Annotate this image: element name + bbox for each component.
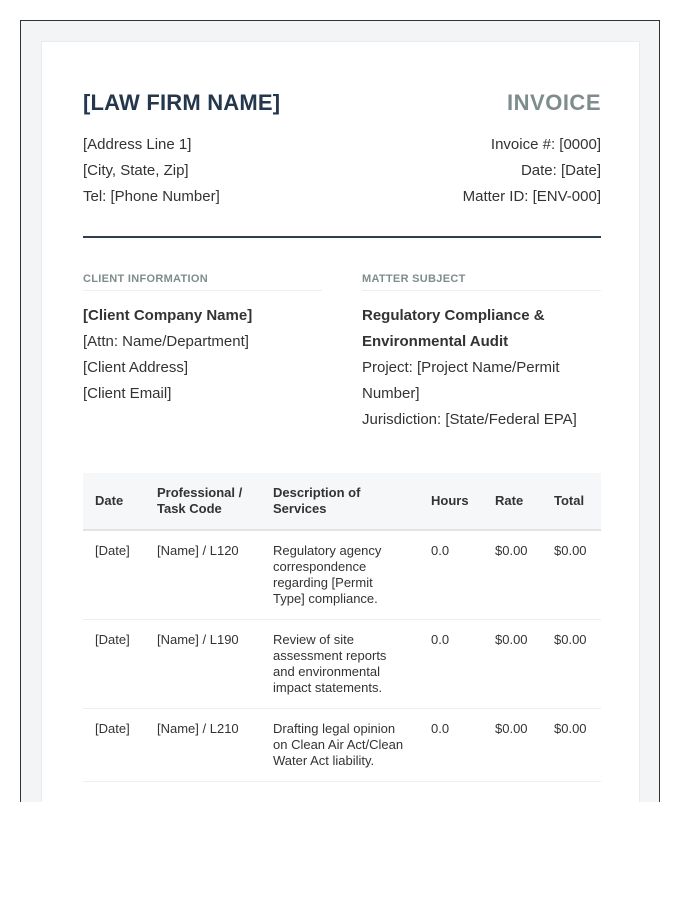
info-section: [83, 272, 601, 433]
matter-subject-title: Regulatory Compliance & Environmental Audit: [362, 307, 545, 350]
cell-rate: $0.00: [483, 530, 542, 620]
invoice-header: [83, 89, 601, 117]
table-header-row: [83, 473, 601, 530]
cell-total: $0.00: [542, 530, 601, 620]
header-date: Date: [83, 473, 145, 530]
header-description: Description of Services: [261, 473, 419, 530]
cell-hours: 0.0: [419, 530, 483, 620]
invoice-title: INVOICE: [507, 90, 601, 115]
client-info-label: CLIENT INFORMATION: [83, 272, 322, 291]
invoice-page: [41, 41, 640, 802]
header-rate: Rate: [483, 473, 542, 530]
cell-total: $0.00: [542, 620, 601, 709]
firm-address: [83, 132, 220, 210]
client-email: [Client Email]: [83, 385, 172, 402]
firm-phone: Tel: [Phone Number]: [83, 188, 220, 205]
cell-hours: 0.0: [419, 620, 483, 709]
cell-description: Drafting legal opinion on Clean Air Act/Clean Water Act liability.: [261, 709, 419, 782]
matter-project: Project: [Project Name/Permit Number]: [362, 359, 560, 402]
services-table: [83, 473, 601, 782]
cell-professional: [Name] / L120: [145, 530, 261, 620]
matter-id: Matter ID: [ENV-000]: [462, 188, 601, 205]
matter-subject-label: MATTER SUBJECT: [362, 272, 601, 291]
address-row: [83, 132, 601, 210]
table-row: [83, 709, 601, 782]
firm-address-line-1: [Address Line 1]: [83, 136, 192, 153]
cell-description: Review of site assessment reports and environmental impact statements.: [261, 620, 419, 709]
cell-professional: [Name] / L190: [145, 620, 261, 709]
matter-jurisdiction: Jurisdiction: [State/Federal EPA]: [362, 411, 577, 428]
header-professional: Professional / Task Code: [145, 473, 261, 530]
cell-description: Regulatory agency correspondence regarding [Permit Type] compliance.: [261, 530, 419, 620]
invoice-content: [83, 89, 601, 782]
firm-city-state-zip: [City, State, Zip]: [83, 162, 189, 179]
header-divider: [83, 236, 601, 238]
client-information: [83, 272, 322, 433]
table-row: [83, 620, 601, 709]
matter-subject: [362, 272, 601, 433]
client-address: [Client Address]: [83, 359, 189, 376]
client-company: [Client Company Name]: [83, 307, 253, 324]
firm-name: [LAW FIRM NAME]: [83, 90, 281, 115]
table-row: [83, 530, 601, 620]
matter-subject-body: [362, 303, 601, 433]
cell-rate: $0.00: [483, 620, 542, 709]
invoice-number: Invoice #: [0000]: [490, 136, 601, 153]
client-info-body: [83, 303, 322, 407]
invoice-date: Date: [Date]: [520, 162, 601, 179]
client-attn: [Attn: Name/Department]: [83, 333, 249, 350]
cell-total: $0.00: [542, 709, 601, 782]
cell-date: [Date]: [83, 530, 145, 620]
cell-date: [Date]: [83, 709, 145, 782]
cell-hours: 0.0: [419, 709, 483, 782]
header-total: Total: [542, 473, 601, 530]
cell-professional: [Name] / L210: [145, 709, 261, 782]
invoice-meta: [463, 132, 601, 210]
document-viewport: [20, 20, 660, 802]
cell-rate: $0.00: [483, 709, 542, 782]
header-hours: Hours: [419, 473, 483, 530]
cell-date: [Date]: [83, 620, 145, 709]
